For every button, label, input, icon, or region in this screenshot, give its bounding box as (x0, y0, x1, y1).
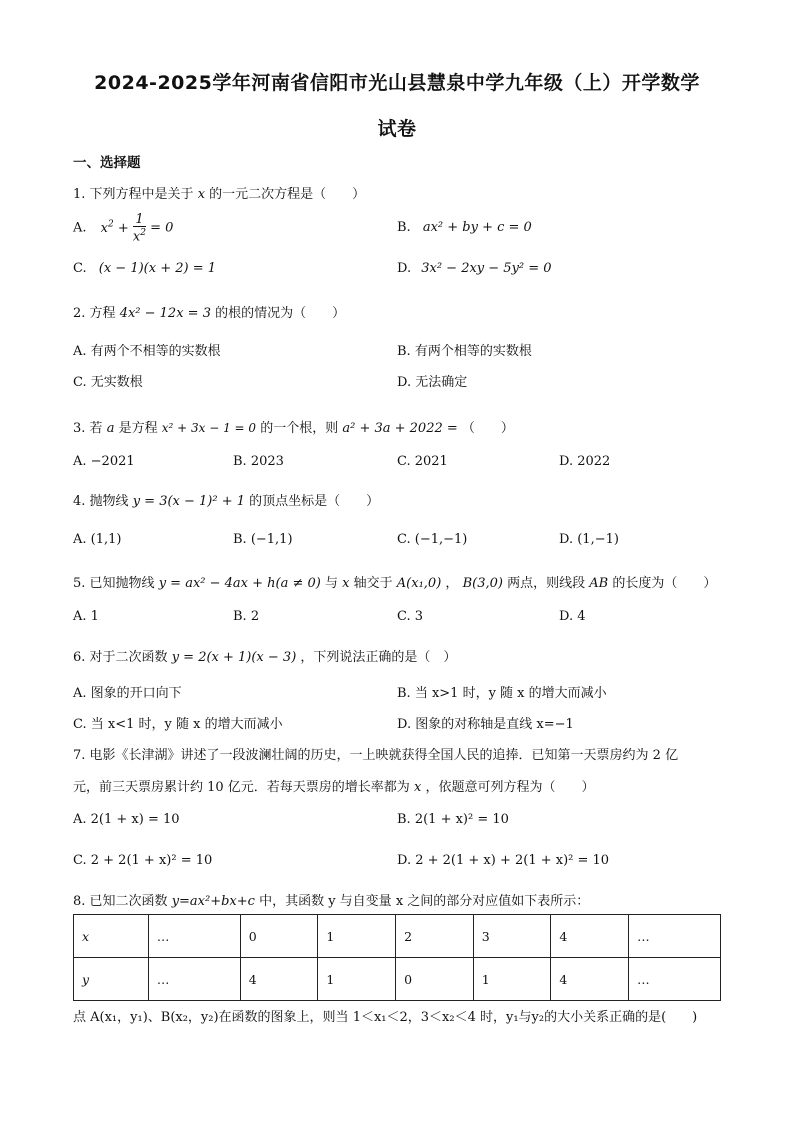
question-2-option-c[interactable]: C. 无实数根 (73, 375, 143, 390)
question-3-option-b[interactable]: B. 2023 (233, 454, 284, 469)
question-7-option-b[interactable]: B. 2(1 + x)² = 10 (397, 812, 509, 827)
table-cell: 1 (318, 958, 396, 1001)
table-cell: … (629, 958, 721, 1001)
question-4-option-b[interactable]: B. (−1,1) (233, 532, 293, 547)
section-heading-choice: 一、选择题 (73, 155, 141, 171)
question-2-option-b[interactable]: B. 有两个相等的实数根 (397, 344, 532, 359)
table-cell: 0 (240, 915, 318, 958)
question-7-option-c[interactable]: C. 2 + 2(1 + x)² = 10 (73, 853, 213, 868)
question-4-option-c[interactable]: C. (−1,−1) (397, 532, 468, 547)
question-7-option-a[interactable]: A. 2(1 + x) = 10 (73, 812, 180, 827)
question-1-option-a[interactable]: A. $x^2$ + $\frac{1}{x^2}$ = 0 (73, 212, 174, 245)
question-2-stem: 2. 方程 4x² − 12x = 3 的根的情况为（ ） (73, 306, 346, 321)
exam-title-line2: 试卷 (377, 118, 417, 140)
question-5-option-c[interactable]: C. 3 (397, 609, 424, 624)
table-cell: 4 (240, 958, 318, 1001)
question-5-option-a[interactable]: A. 1 (73, 609, 99, 624)
table-cell: … (148, 958, 240, 1001)
question-1-stem: 1. 下列方程中是关于 x 的一元二次方程是（ ） (73, 187, 366, 202)
question-4-option-a[interactable]: A. (1,1) (73, 532, 122, 547)
question-7-stem-line2: 元，前三天票房累计约 10 亿元．若每天票房的增长率都为 x ，依题意可列方程为（ ） (73, 780, 595, 795)
question-3-stem: 3. 若 a 是方程 x² + 3x − 1 = 0 的一个根，则 a² + 3a + 2022 = （ ） (73, 421, 514, 436)
table-row (74, 915, 721, 958)
table-cell: 0 (396, 958, 474, 1001)
question-6-option-d[interactable]: D. 图象的对称轴是直线 x=−1 (397, 717, 574, 732)
table-cell: 1 (473, 958, 551, 1001)
exam-title-line1: 2024-2025学年河南省信阳市光山县慧泉中学九年级（上）开学数学 (94, 72, 700, 94)
question-5-option-b[interactable]: B. 2 (233, 609, 260, 624)
question-4-option-d[interactable]: D. (1,−1) (559, 532, 619, 547)
question-7-option-d[interactable]: D. 2 + 2(1 + x) + 2(1 + x)² = 10 (397, 853, 610, 868)
table-cell: y (74, 958, 149, 1001)
question-6-option-b[interactable]: B. 当 x>1 时，y 随 x 的增大而减小 (397, 686, 607, 701)
table-cell: … (148, 915, 240, 958)
table-cell: x (74, 915, 149, 958)
question-2-option-a[interactable]: A. 有两个不相等的实数根 (73, 344, 221, 359)
question-8-stem: 8. 已知二次函数 y=ax²+bx+c 中，其函数 y 与自变量 x 之间的部分对应值如下表所示： (73, 894, 590, 909)
question-1-option-d[interactable]: D. 3x² − 2xy − 5y² = 0 (397, 261, 552, 276)
table-cell: … (629, 915, 721, 958)
question-5-option-d[interactable]: D. 4 (559, 609, 586, 624)
question-6-stem: 6. 对于二次函数 y = 2(x + 1)(x − 3) ，下列说法正确的是（ ） (73, 650, 457, 665)
table-cell: 4 (551, 958, 629, 1001)
question-5-stem: 5. 已知抛物线 y = ax² − 4ax + h(a ≠ 0) 与 x 轴交于 A(x₁,0) ， B(3,0) 两点，则线段 AB 的长度为（ ） (73, 576, 717, 591)
table-cell: 4 (551, 915, 629, 958)
question-3-option-c[interactable]: C. 2021 (397, 454, 448, 469)
question-2-option-d[interactable]: D. 无法确定 (397, 375, 468, 390)
question-1-option-b[interactable]: B. ax² + by + c = 0 (397, 220, 532, 235)
question-4-stem: 4. 抛物线 y = 3(x − 1)² + 1 的顶点坐标是（ ） (73, 494, 380, 509)
question-3-option-a[interactable]: A. −2021 (73, 454, 135, 469)
question-3-option-d[interactable]: D. 2022 (559, 454, 611, 469)
question-6-option-c[interactable]: C. 当 x<1 时，y 随 x 的增大而减小 (73, 717, 283, 732)
question-6-option-a[interactable]: A. 图象的开口向下 (73, 686, 182, 701)
table-cell: 1 (318, 915, 396, 958)
question-8-value-table (73, 914, 721, 1001)
question-1-option-c[interactable]: C. (x − 1)(x + 2) = 1 (73, 261, 217, 276)
table-row (74, 958, 721, 1001)
question-7-stem-line1: 7. 电影《长津湖》讲述了一段波澜壮阔的历史，一上映就获得全国人民的追捧．已知第一天票房约为 2 亿 (73, 748, 679, 763)
table-cell: 2 (396, 915, 474, 958)
table-cell: 3 (473, 915, 551, 958)
question-8-followup: 点 A(x₁，y₁)、B(x₂，y₂)在函数的图象上，则当 1＜x₁＜2，3＜x₂＜4 时，y₁与y₂的大小关系正确的是( ) (73, 1010, 698, 1025)
